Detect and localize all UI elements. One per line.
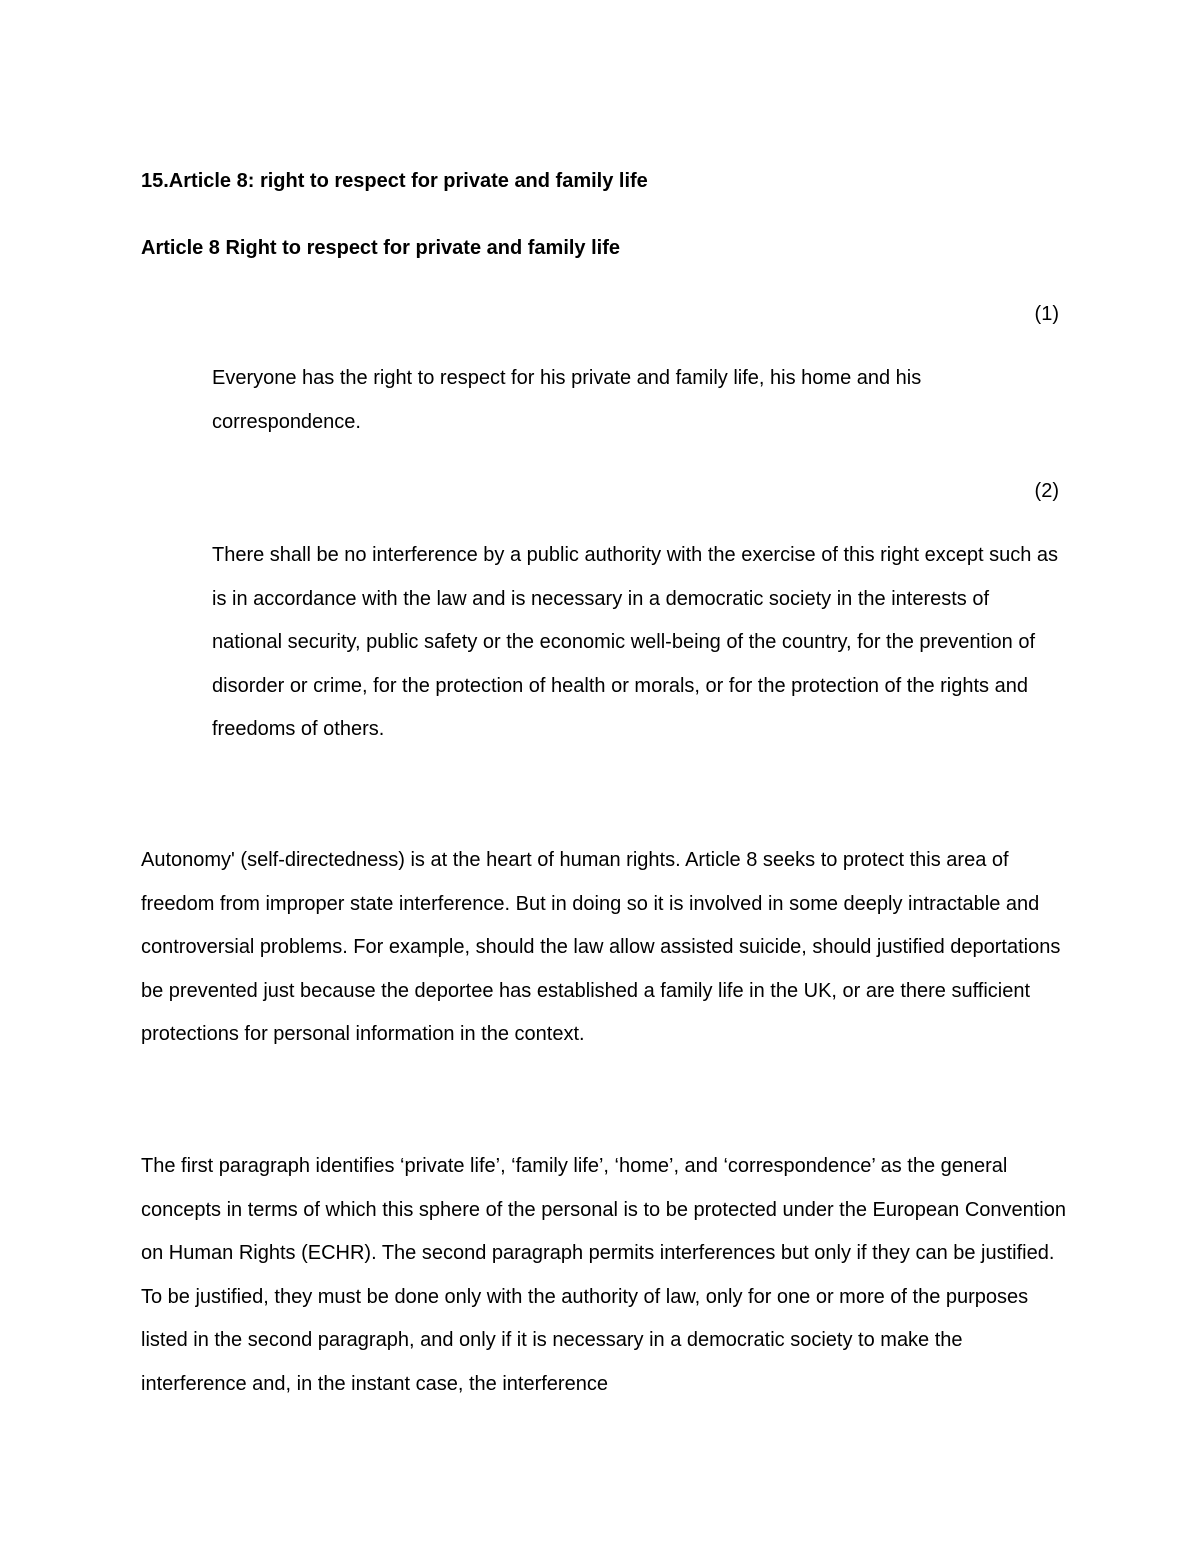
section-heading: 15.Article 8: right to respect for private and family life bbox=[141, 170, 648, 192]
first-paragraph-analysis: The first paragraph identifies ‘private life’, ‘family life’, ‘home’, and ‘correspondence’ as the general concepts in terms of which this sphere of the personal is to be protected under the European Convention on Human Rights (ECHR). The second paragraph permits interferences but only if they can be justified. To be justified, they must be done only with the authority of law, only for one or more of the purposes listed in the second paragraph, and only if it is necessary in a democratic society to make the interference and, in the instant case, the interference bbox=[141, 1155, 1066, 1395]
clause-1-text: Everyone has the right to respect for his private and family life, his home and his correspondence. bbox=[212, 367, 922, 433]
clause-2-number: (2) bbox=[1034, 480, 1059, 502]
clause-1-number: (1) bbox=[1034, 303, 1059, 325]
article-heading: Article 8 Right to respect for private and family life bbox=[141, 237, 621, 259]
autonomy-paragraph: Autonomy' (self-directedness) is at the heart of human rights. Article 8 seeks to protect this area of freedom from improper state interference. But in doing so it is involved in some deeply intractable and controversial problems. For example, should the law allow assisted suicide, should justified deportations be prevented just because the deportee has established a family life in the UK, or are there sufficient protections for personal information in the context. bbox=[141, 849, 1061, 1045]
clause-2-text: There shall be no interference by a public authority with the exercise of this right except such as is in accordance with the law and is necessary in a democratic society in the interests of national security, public safety or the economic well-being of the country, for the prevention of disorder or crime, for the protection of health or morals, or for the protection of the rights and freedoms of others. bbox=[212, 544, 1059, 740]
